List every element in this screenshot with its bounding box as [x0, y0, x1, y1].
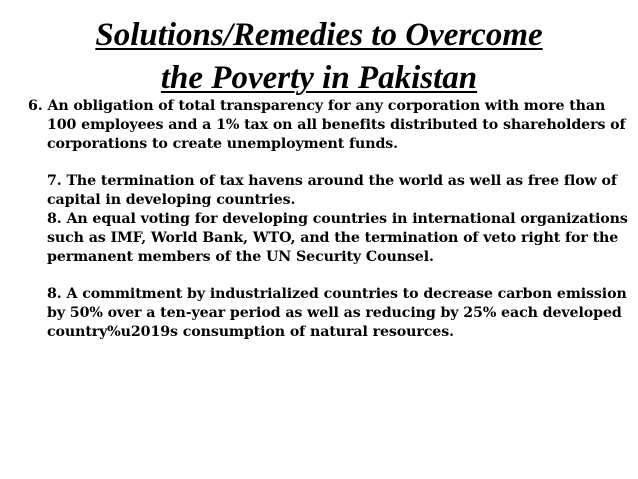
point-8-voting: 8. An equal voting for developing countries in international organizations such as IMF, World Bank, WTO, and the termination of veto right for the permanent members of the UN Security Counsel. [47, 211, 628, 265]
point-8-emissions: 8. A commitment by industrialized countries to decrease carbon emission by 50% over a ten-year period as well as reducing by 25% each developed country%u2019s consumption of natural resources. [47, 286, 627, 340]
paragraph-gap [28, 154, 628, 172]
slide-title [0, 14, 638, 100]
slide-title-line-2: the Poverty in Pakistan [160, 60, 478, 96]
point-7: 7. The termination of tax havens around the world as well as free flow of capital in developing countries. [47, 173, 617, 208]
paragraph-gap [28, 267, 628, 285]
slide-body [28, 97, 628, 342]
point-6: 6. An obligation of total transparency for any corporation with more than 100 employees and a 1% tax on all benefits distributed to shareholders of corporations to create unemployment funds. [28, 98, 626, 152]
slide-title-line-1: Solutions/Remedies to Overcome [95, 17, 543, 53]
